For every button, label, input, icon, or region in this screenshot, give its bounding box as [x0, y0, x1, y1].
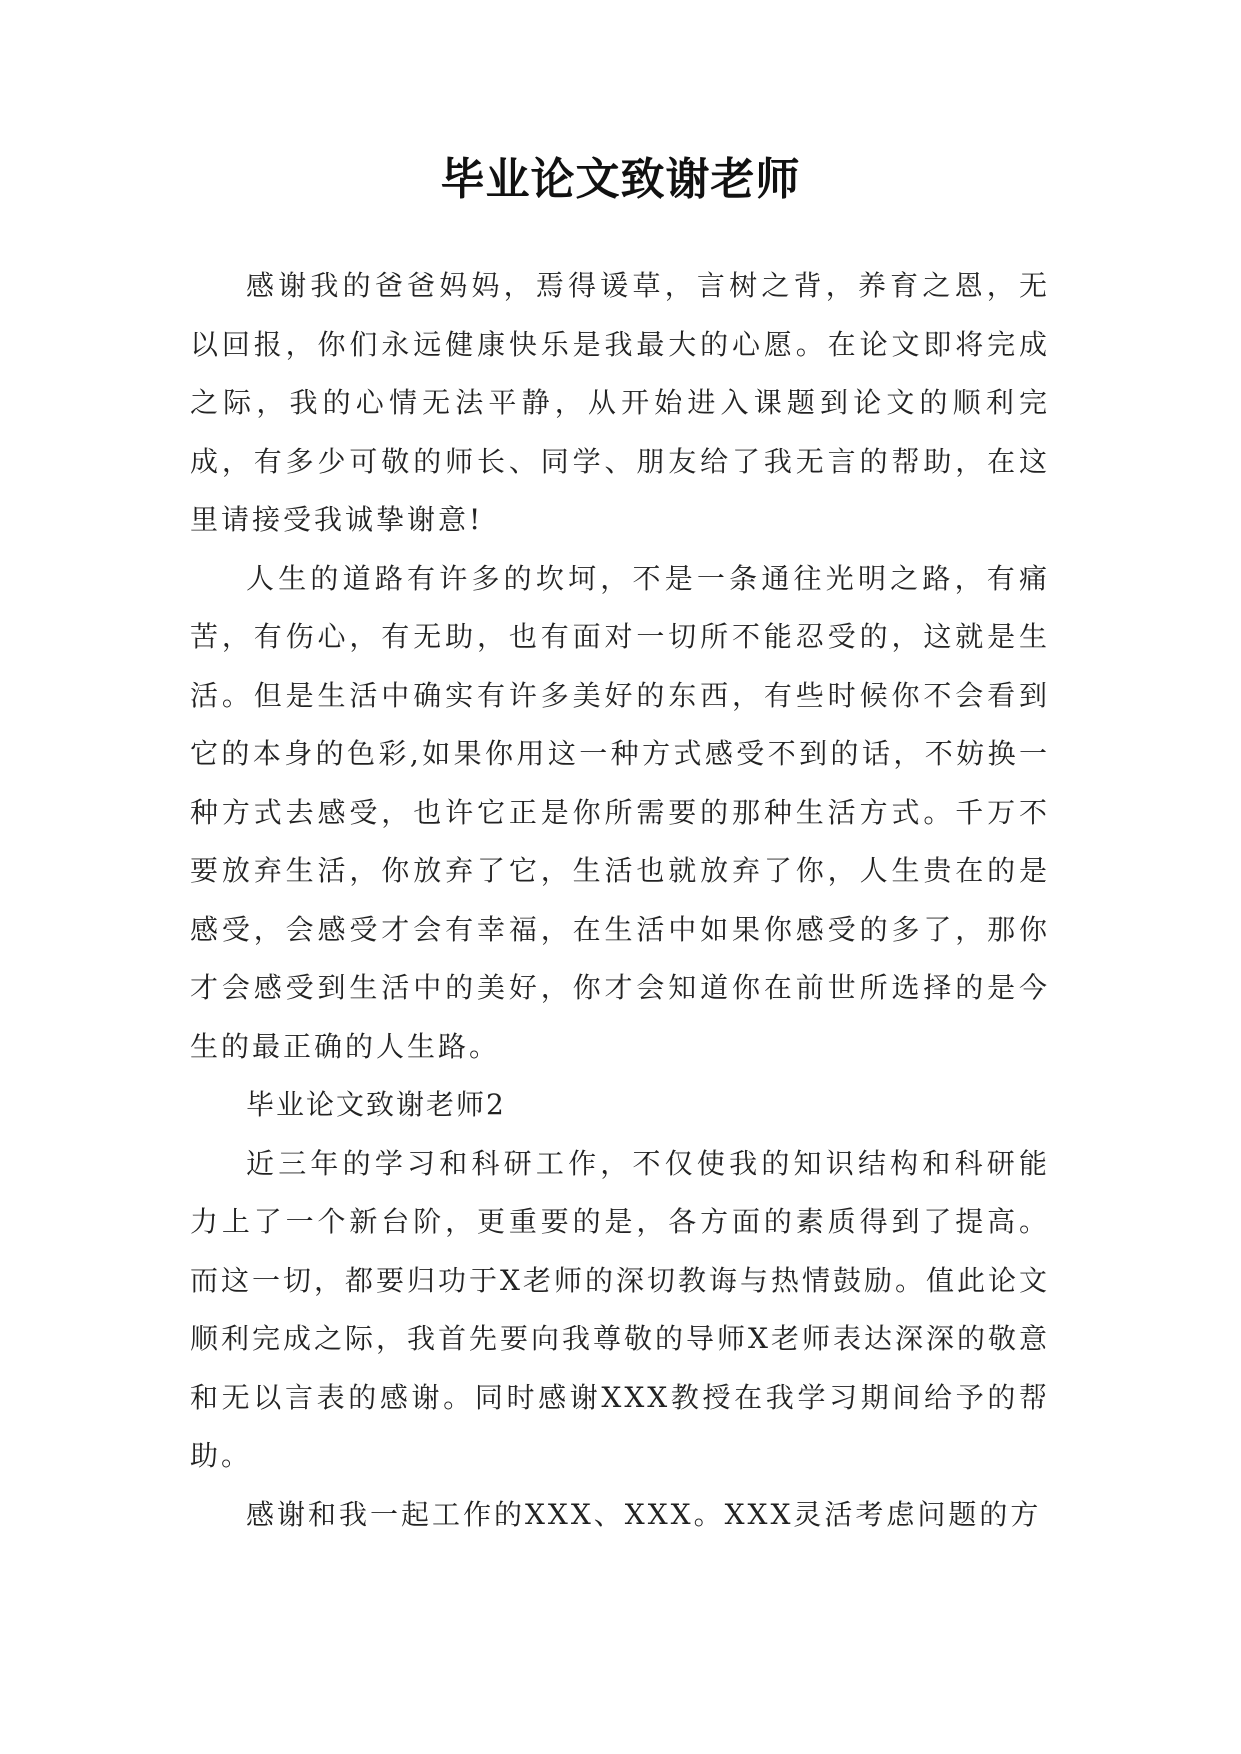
paragraph-thanks-advisor: 近三年的学习和科研工作，不仅使我的知识结构和科研能力上了一个新台阶，更重要的是，各方面的素质得到了提高。而这一切，都要归功于X老师的深切教诲与热情鼓励。值此论文顺利完成之际，我首先要向我尊敬的导师X老师表达深深的敬意和无以言表的感谢。同时感谢XXX教授在我学习期间给予的帮助。	[190, 1146, 1050, 1472]
document-title: 毕业论文致谢老师	[440, 154, 801, 205]
paragraph-life-road: 人生的道路有许多的坎坷，不是一条通往光明之路，有痛苦，有伤心，有无助，也有面对一切所不能忍受的，这就是生活。但是生活中确实有许多美好的东西，有些时候你不会看到它的本身的色彩,如果你用这一种方式感受不到的话，不妨换一种方式去感受，也许它正是你所需要的那种生活方式。千万不要放弃生活，你放弃了它，生活也就放弃了你，人生贵在的是感受，会感受才会有幸福，在生活中如果你感受的多了，那你才会感受到生活中的美好，你才会知道你在前世所选择的是今生的最正确的人生路。	[190, 561, 1050, 1063]
paragraph-thanks-colleagues: 感谢和我一起工作的XXX、XXX。XXX灵活考虑问题的方	[246, 1497, 1042, 1531]
paragraph-thanks-parents: 感谢我的爸爸妈妈，焉得谖草，言树之背，养育之恩，无以回报，你们永远健康快乐是我最大的心愿。在论文即将完成之际，我的心情无法平静，从开始进入课题到论文的顺利完成，有多少可敬的师长、同学、朋友给了我无言的帮助，在这里请接受我诚挚谢意!	[190, 269, 1050, 536]
section-heading: 毕业论文致谢老师2	[246, 1088, 506, 1121]
document-body	[190, 257, 1050, 1544]
